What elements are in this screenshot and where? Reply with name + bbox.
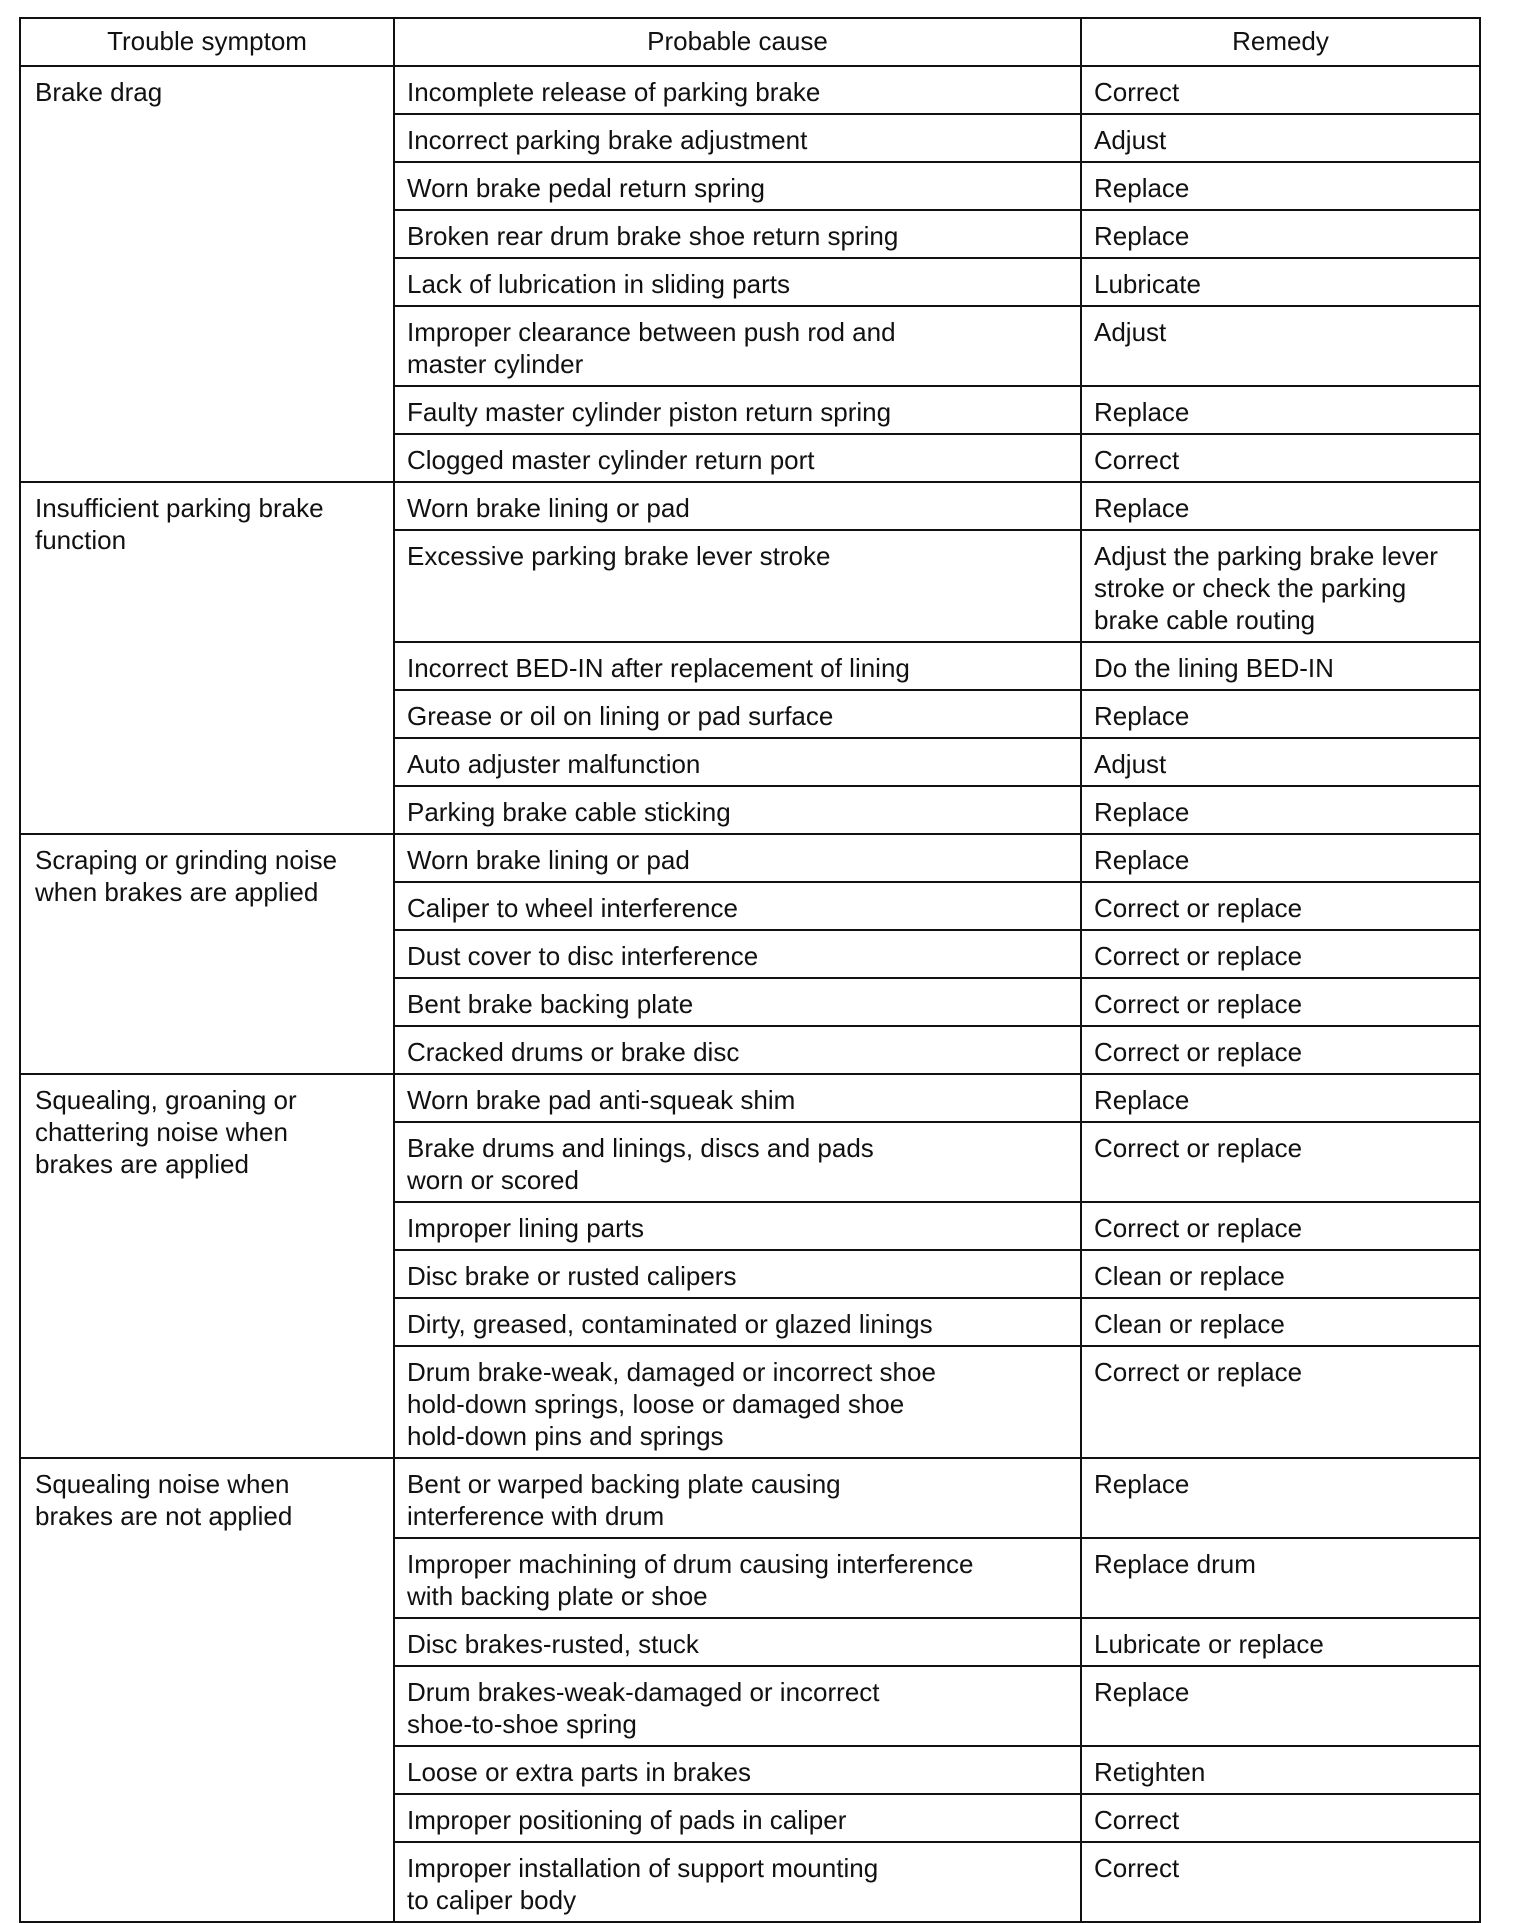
probable-cause-cell [394, 162, 1081, 210]
troubleshooting-page [19, 17, 1479, 1923]
remedy-cell [1081, 434, 1480, 482]
remedy-cell [1081, 258, 1480, 306]
probable-cause-cell [394, 114, 1081, 162]
table-header [20, 18, 1480, 66]
probable-cause-text: Dust cover to disc interference [407, 941, 759, 971]
remedy-text: Do the lining BED-IN [1094, 653, 1334, 683]
remedy-cell [1081, 1346, 1480, 1458]
remedy-cell [1081, 1298, 1480, 1346]
table-row [20, 1458, 1480, 1538]
remedy-text: Clean or replace [1094, 1261, 1285, 1291]
probable-cause-text: Bent or warped backing plate causing interference with drum [407, 1469, 841, 1531]
probable-cause-text: Clogged master cylinder return port [407, 445, 815, 475]
table-row [20, 1074, 1480, 1122]
trouble-symptom-text: Scraping or grinding noise when brakes are applied [35, 845, 338, 907]
probable-cause-cell [394, 1122, 1081, 1202]
probable-cause-cell [394, 642, 1081, 690]
remedy-cell [1081, 642, 1480, 690]
remedy-cell [1081, 1074, 1480, 1122]
probable-cause-cell [394, 258, 1081, 306]
remedy-text: Adjust [1094, 125, 1167, 155]
probable-cause-cell [394, 834, 1081, 882]
trouble-symptom-cell [20, 1074, 394, 1458]
header-row [20, 18, 1480, 66]
remedy-cell [1081, 834, 1480, 882]
probable-cause-cell [394, 1250, 1081, 1298]
probable-cause-text: Brake drums and linings, discs and pads worn or scored [407, 1133, 874, 1195]
remedy-text: Replace [1094, 397, 1190, 427]
remedy-cell [1081, 1538, 1480, 1618]
remedy-cell [1081, 1842, 1480, 1922]
remedy-cell [1081, 210, 1480, 258]
remedy-cell [1081, 1746, 1480, 1794]
remedy-text: Replace [1094, 221, 1190, 251]
trouble-symptom-cell [20, 1458, 394, 1922]
remedy-cell [1081, 530, 1480, 642]
remedy-text: Lubricate [1094, 269, 1201, 299]
header-trouble-symptom: Trouble symptom [20, 18, 394, 66]
remedy-text: Correct [1094, 1853, 1180, 1883]
probable-cause-cell [394, 210, 1081, 258]
remedy-text: Replace drum [1094, 1549, 1256, 1579]
remedy-cell [1081, 1026, 1480, 1074]
probable-cause-cell [394, 434, 1081, 482]
header-remedy: Remedy [1081, 18, 1480, 66]
table-body [20, 66, 1480, 1922]
probable-cause-text: Drum brakes-weak-damaged or incorrect shoe-to-shoe spring [407, 1677, 880, 1739]
probable-cause-text: Parking brake cable sticking [407, 797, 731, 827]
probable-cause-cell [394, 1458, 1081, 1538]
probable-cause-cell [394, 1346, 1081, 1458]
probable-cause-text: Cracked drums or brake disc [407, 1037, 740, 1067]
remedy-cell [1081, 482, 1480, 530]
troubleshooting-table [19, 17, 1481, 1923]
probable-cause-text: Drum brake-weak, damaged or incorrect shoe hold-down springs, loose or damaged shoe hold-down pins and springs [407, 1357, 936, 1451]
remedy-cell [1081, 114, 1480, 162]
probable-cause-cell [394, 482, 1081, 530]
remedy-text: Replace [1094, 1677, 1190, 1707]
probable-cause-text: Grease or oil on lining or pad surface [407, 701, 834, 731]
table-row [20, 482, 1480, 530]
probable-cause-cell [394, 1842, 1081, 1922]
probable-cause-cell [394, 1666, 1081, 1746]
remedy-text: Replace [1094, 1469, 1190, 1499]
probable-cause-text: Improper installation of support mounting to caliper body [407, 1853, 879, 1915]
probable-cause-text: Bent brake backing plate [407, 989, 694, 1019]
remedy-cell [1081, 1122, 1480, 1202]
probable-cause-cell [394, 786, 1081, 834]
probable-cause-text: Faulty master cylinder piston return spring [407, 397, 892, 427]
trouble-symptom-cell [20, 834, 394, 1074]
probable-cause-cell [394, 930, 1081, 978]
header-probable-cause: Probable cause [394, 18, 1081, 66]
probable-cause-text: Improper lining parts [407, 1213, 644, 1243]
trouble-symptom-text: Brake drag [35, 77, 163, 107]
remedy-cell [1081, 1458, 1480, 1538]
remedy-cell [1081, 690, 1480, 738]
probable-cause-cell [394, 978, 1081, 1026]
remedy-text: Replace [1094, 1085, 1190, 1115]
remedy-cell [1081, 162, 1480, 210]
remedy-text: Adjust [1094, 317, 1167, 347]
remedy-cell [1081, 1666, 1480, 1746]
probable-cause-text: Incomplete release of parking brake [407, 77, 821, 107]
probable-cause-cell [394, 1298, 1081, 1346]
probable-cause-cell [394, 386, 1081, 434]
remedy-text: Correct [1094, 1805, 1180, 1835]
probable-cause-text: Disc brakes-rusted, stuck [407, 1629, 699, 1659]
probable-cause-cell [394, 882, 1081, 930]
probable-cause-cell [394, 530, 1081, 642]
probable-cause-text: Worn brake pedal return spring [407, 173, 765, 203]
remedy-cell [1081, 786, 1480, 834]
remedy-cell [1081, 930, 1480, 978]
probable-cause-text: Incorrect BED-IN after replacement of lining [407, 653, 910, 683]
probable-cause-text: Loose or extra parts in brakes [407, 1757, 751, 1787]
probable-cause-cell [394, 1202, 1081, 1250]
probable-cause-text: Improper clearance between push rod and master cylinder [407, 317, 896, 379]
remedy-text: Correct or replace [1094, 1037, 1303, 1067]
table-row [20, 834, 1480, 882]
remedy-text: Retighten [1094, 1757, 1206, 1787]
remedy-cell [1081, 1202, 1480, 1250]
probable-cause-cell [394, 1746, 1081, 1794]
trouble-symptom-text: Squealing noise when brakes are not applied [35, 1469, 293, 1531]
remedy-text: Correct or replace [1094, 1213, 1303, 1243]
remedy-text: Replace [1094, 493, 1190, 523]
probable-cause-text: Auto adjuster malfunction [407, 749, 701, 779]
trouble-symptom-cell [20, 482, 394, 834]
remedy-text: Correct or replace [1094, 893, 1303, 923]
probable-cause-text: Dirty, greased, contaminated or glazed linings [407, 1309, 933, 1339]
remedy-text: Adjust [1094, 749, 1167, 779]
probable-cause-text: Worn brake pad anti-squeak shim [407, 1085, 796, 1115]
remedy-text: Replace [1094, 845, 1190, 875]
probable-cause-cell [394, 1538, 1081, 1618]
remedy-text: Lubricate or replace [1094, 1629, 1324, 1659]
remedy-cell [1081, 66, 1480, 114]
remedy-cell [1081, 978, 1480, 1026]
trouble-symptom-text: Insufficient parking brake function [35, 493, 324, 555]
remedy-text: Adjust the parking brake lever stroke or check the parking brake cable routing [1094, 541, 1438, 635]
probable-cause-cell [394, 1074, 1081, 1122]
probable-cause-cell [394, 738, 1081, 786]
probable-cause-text: Worn brake lining or pad [407, 493, 690, 523]
remedy-text: Replace [1094, 797, 1190, 827]
probable-cause-text: Incorrect parking brake adjustment [407, 125, 808, 155]
probable-cause-cell [394, 1026, 1081, 1074]
probable-cause-text: Disc brake or rusted calipers [407, 1261, 737, 1291]
probable-cause-cell [394, 1618, 1081, 1666]
remedy-text: Replace [1094, 173, 1190, 203]
probable-cause-text: Broken rear drum brake shoe return spring [407, 221, 899, 251]
remedy-cell [1081, 1794, 1480, 1842]
remedy-cell [1081, 882, 1480, 930]
probable-cause-cell [394, 306, 1081, 386]
probable-cause-text: Worn brake lining or pad [407, 845, 690, 875]
remedy-text: Replace [1094, 701, 1190, 731]
probable-cause-cell [394, 66, 1081, 114]
probable-cause-text: Lack of lubrication in sliding parts [407, 269, 790, 299]
remedy-cell [1081, 1250, 1480, 1298]
table-row [20, 66, 1480, 114]
remedy-text: Correct or replace [1094, 941, 1303, 971]
probable-cause-text: Excessive parking brake lever stroke [407, 541, 831, 571]
remedy-cell [1081, 738, 1480, 786]
probable-cause-text: Caliper to wheel interference [407, 893, 738, 923]
probable-cause-cell [394, 690, 1081, 738]
remedy-cell [1081, 1618, 1480, 1666]
remedy-text: Clean or replace [1094, 1309, 1285, 1339]
probable-cause-text: Improper positioning of pads in caliper [407, 1805, 847, 1835]
trouble-symptom-cell [20, 66, 394, 482]
remedy-text: Correct or replace [1094, 1133, 1303, 1163]
probable-cause-cell [394, 1794, 1081, 1842]
trouble-symptom-text: Squealing, groaning or chattering noise when brakes are applied [35, 1085, 297, 1179]
remedy-text: Correct or replace [1094, 1357, 1303, 1387]
remedy-text: Correct [1094, 77, 1180, 107]
remedy-text: Correct or replace [1094, 989, 1303, 1019]
probable-cause-text: Improper machining of drum causing interference with backing plate or shoe [407, 1549, 974, 1611]
remedy-cell [1081, 386, 1480, 434]
remedy-text: Correct [1094, 445, 1180, 475]
remedy-cell [1081, 306, 1480, 386]
